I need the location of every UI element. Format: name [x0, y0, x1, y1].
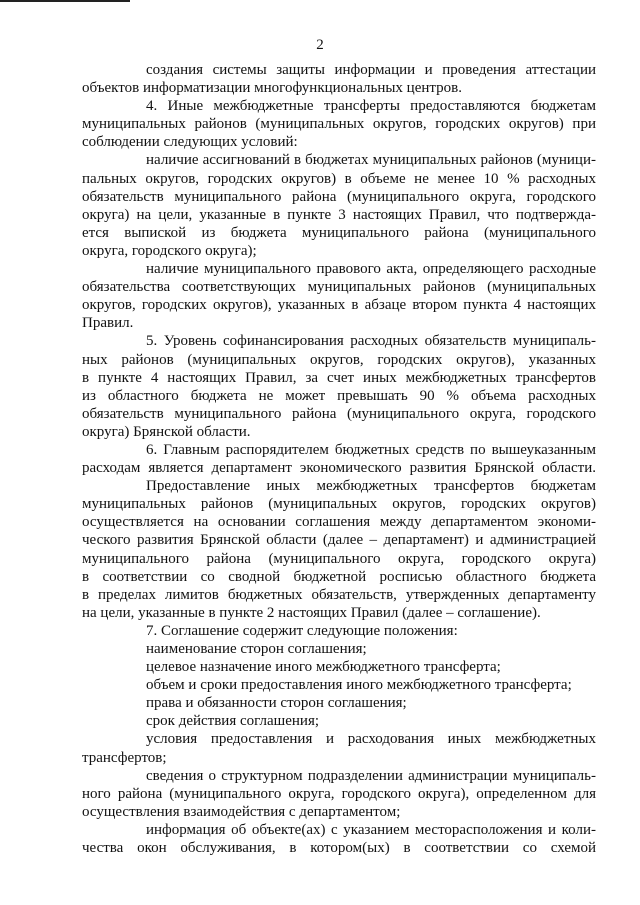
body-text-line: ется выпиской из бюджета муниципального района (муниципального — [82, 224, 596, 241]
body-text-line: условия предоставления и расходования иных межбюджетных — [146, 731, 596, 748]
body-text-line: информация об объекте(ах) с указанием месторасположения и коли- — [146, 821, 596, 838]
document-body — [82, 61, 596, 857]
body-text-line: округа) Брянской области. — [82, 423, 251, 440]
body-text-line: из областного бюджета не может превышать 90 % объема расходных — [82, 387, 596, 404]
body-text-line: муниципального района (муниципального округа, городского округа) — [82, 550, 596, 567]
body-text-line: обязательства соответствующих муниципальных районов (муниципальных — [82, 279, 596, 296]
body-text-line: соблюдении следующих условий: — [82, 134, 298, 151]
body-text-line: муниципальных районов (муниципальных округов, городских округов) при — [82, 116, 596, 133]
body-text-line: округа) на цели, указанные в пункте 3 настоящих Правил, что подтвержда- — [82, 206, 596, 223]
body-text-line: наличие ассигнований в бюджетах муниципальных районов (муници- — [146, 152, 596, 169]
body-text-line: расходам является департамент экономического развития Брянской области. — [82, 460, 596, 477]
body-text-line: срок действия соглашения; — [146, 713, 320, 730]
body-text-line: в пункте 4 настоящих Правил, за счет иных межбюджетных трансфертов — [82, 369, 596, 386]
body-text-line: округов, городских округов), указанных в абзаце втором пункта 4 настоящих — [82, 297, 596, 314]
body-text-line: обязательств муниципального района (муниципального округа, городского — [82, 405, 596, 422]
body-text-line: объектов информатизации многофункциональных центров. — [82, 80, 462, 97]
body-text-line: целевое назначение иного межбюджетного трансферта; — [146, 659, 501, 676]
body-text-line: муниципальных районов (муниципальных округов, городских округов) — [82, 496, 596, 513]
body-text-line: права и обязанности сторон соглашения; — [146, 695, 407, 712]
body-text-line: Предоставление иных межбюджетных трансфертов бюджетам — [146, 478, 596, 495]
body-text-line: 6. Главным распорядителем бюджетных средств по вышеуказанным — [146, 441, 596, 458]
body-text-line: в соответствии со сводной бюджетной росписью областного бюджета — [82, 568, 596, 585]
body-text-line: округа, городского округа); — [82, 242, 257, 259]
body-text-line: ного района (муниципального округа, городского округа), определенном для — [82, 785, 596, 802]
top-edge-rule — [0, 0, 130, 2]
body-text-line: 4. Иные межбюджетные трансферты предоставляются бюджетам — [146, 98, 596, 115]
page-number: 2 — [316, 37, 324, 53]
body-text-line: чества окон обслуживания, в котором(ых) в соответствии со схемой — [82, 840, 596, 857]
body-text-line: создания системы защиты информации и проведения аттестации — [146, 62, 596, 78]
body-text-line: наличие муниципального правового акта, определяющего расходные — [146, 261, 596, 278]
body-text-line: Правил. — [82, 315, 134, 332]
body-text-line: ческого развития Брянской области (далее – департамент) и администрацией — [82, 532, 596, 549]
body-text-line: ных районов (муниципальных округов, городских округов), указанных — [82, 351, 596, 368]
body-text-line: 5. Уровень софинансирования расходных обязательств муниципаль- — [146, 333, 596, 350]
body-text-line: на цели, указанные в пункте 2 настоящих Правил (далее – соглашение). — [82, 604, 541, 621]
body-text-line: пальных округов, городских округов) в объеме не менее 10 % расходных — [82, 170, 596, 187]
body-text-line: наименование сторон соглашения; — [146, 641, 367, 657]
body-text-line: 7. Соглашение содержит следующие положения: — [146, 622, 458, 639]
body-text-line: обязательств муниципального района (муниципального округа, городского — [82, 188, 596, 205]
body-text-line: в пределах лимитов бюджетных обязательств, утвержденных департаменту — [82, 586, 596, 603]
body-text-line: осуществления взаимодействия с департаментом; — [82, 803, 401, 820]
body-text-line: осуществляется на основании соглашения между департаментом экономи- — [82, 514, 596, 531]
body-text-line: сведения о структурном подразделении администрации муниципаль- — [146, 767, 596, 784]
body-text-line: трансфертов; — [82, 749, 167, 766]
body-text-line: объем и сроки предоставления иного межбюджетного трансферта; — [146, 677, 572, 694]
